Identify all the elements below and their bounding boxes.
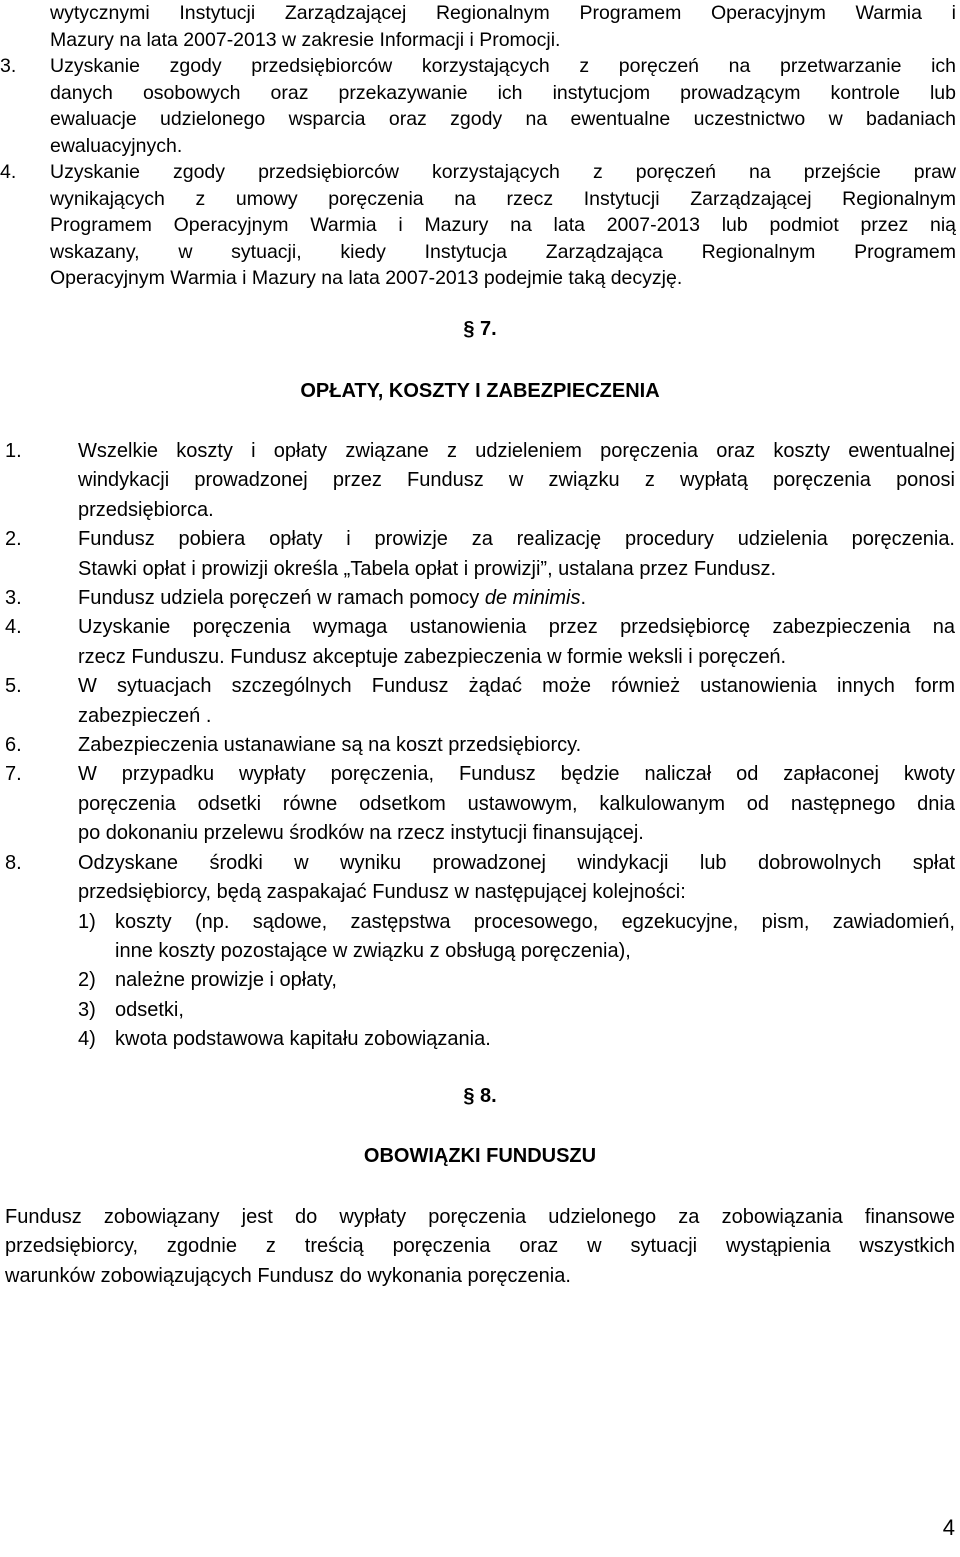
text-fragment: Uzyskanie zgody przedsiębiorców korzystających z poręczeń na przejście praw (50, 161, 956, 183)
sub-item-number: 1) (78, 910, 96, 933)
text-line: warunków zobowiązujących Fundusz do wykonania poręczenia. (5, 1264, 571, 1287)
text-line: ewaluacje udzielonego wsparcia oraz zgody na ewentualne uczestnictwo w badaniach (50, 108, 956, 130)
sub-item-2 (78, 966, 955, 995)
text-line: przedsiębiorca. (78, 498, 214, 521)
text-line: Mazury na lata 2007-2013 w zakresie Informacji i Promocji. (50, 28, 561, 51)
sub-item-3 (78, 996, 955, 1025)
sub-item-number: 4) (78, 1028, 96, 1051)
text-line: Uzyskanie poręczenia wymaga ustanowienia przez przedsiębiorcę zabezpieczenia na (78, 616, 955, 639)
text-line: Fundusz pobiera opłaty i prowizje za realizację procedury udzielenia poręczenia. (78, 528, 955, 551)
text-line (0, 53, 956, 80)
text-fragment: . (580, 587, 587, 610)
text-line: koszty (np. sądowe, zastępstwa procesowego, egzekucyjne, pism, zawiadomień, (115, 910, 955, 933)
text-line (78, 584, 955, 613)
continuation-paragraph (50, 0, 956, 53)
text-line: rzecz Funduszu. Fundusz akceptuje zabezpieczenia w formie weksli i poręczeń. (78, 645, 787, 668)
sub-item-number: 3) (78, 998, 96, 1021)
item-number: 3. (0, 55, 17, 77)
text-line: Fundusz zobowiązany jest do wypłaty poręczenia udzielonego za zobowiązania finansowe (5, 1206, 955, 1228)
text-line: poręczenia odsetki równe odsetkom ustawowym, kalkulowanym od następnego dnia (78, 792, 955, 815)
item-number: 3. (5, 587, 22, 610)
text-line: Operacyjnym Warmia i Mazury na lata 2007-2013 podejmie taką decyzję. (50, 267, 683, 289)
text-line: przedsiębiorcy, będą zaspakajać Fundusz w następującej kolejności: (78, 881, 686, 904)
sub-item-number: 2) (78, 969, 96, 992)
sub-item-4 (78, 1025, 955, 1054)
text-line: windykacji prowadzonej przez Fundusz w związku z wypłatą poręczenia ponosi (78, 469, 955, 492)
text-line: Stawki opłat i prowizji określa „Tabela opłat i prowizji”, ustalana przez Fundusz. (78, 557, 777, 580)
text-line: W sytuacjach szczególnych Fundusz żądać może również ustanowienia innych form (78, 675, 955, 698)
list-item-1 (5, 437, 955, 525)
text-line: kwota podstawowa kapitału zobowiązania. (115, 1028, 491, 1051)
list-item-6 (5, 731, 955, 760)
list-item-4 (5, 613, 955, 672)
text-line: Programem Operacyjnym Warmia i Mazury na lata 2007-2013 lub podmiot przez nią (50, 214, 956, 236)
section-7-sign: § 7. (463, 318, 497, 340)
text-line: wytycznymi Instytucji Zarządzającej Regionalnym Programem Operacyjnym Warmia i (50, 2, 956, 24)
text-line: przedsiębiorcy, zgodnie z treścią poręczenia oraz w sytuacji wystąpienia wszystkich (5, 1235, 955, 1258)
item-number: 2. (5, 528, 22, 551)
text-line: Wszelkie koszty i opłaty związane z udzieleniem poręczenia oraz koszty ewentualnej (78, 440, 955, 462)
text-line: inne koszty pozostające w związku z obsługą poręczenia), (115, 939, 631, 962)
list-item-4 (0, 159, 956, 292)
page-number: 4 (942, 1515, 955, 1540)
text-line: wskazany, w sytuacji, kiedy Instytucja Zarządzająca Regionalnym Programem (50, 240, 956, 263)
section-7-list (5, 437, 955, 1055)
text-line: Odzyskane środki w wyniku prowadzonej windykacji lub dobrowolnych spłat (78, 851, 955, 874)
text-line: po dokonaniu przelewu środków na rzecz instytucji finansującej. (78, 822, 644, 845)
text-line (0, 159, 956, 186)
list-item-8 (5, 849, 955, 1055)
list-item-3 (0, 53, 956, 159)
text-line: W przypadku wypłaty poręczenia, Fundusz będzie naliczał od zapłaconej kwoty (78, 763, 955, 786)
item-number: 5. (5, 675, 22, 698)
text-fragment: Fundusz udziela poręczeń w ramach pomocy (78, 587, 485, 610)
text-line: odsetki, (115, 998, 184, 1021)
list-item-2 (5, 525, 955, 584)
item-number: 8. (5, 851, 22, 874)
list-item-3 (5, 584, 955, 613)
top-section (0, 0, 956, 292)
section-8-title: OBOWIĄZKI FUNDUSZU (363, 1145, 597, 1167)
item-number: 6. (5, 734, 22, 757)
text-line: danych osobowych oraz przekazywanie ich instytucjom prowadzącym kontrole lub (50, 81, 956, 104)
item-number: 4. (0, 161, 17, 183)
list-item-5 (5, 672, 955, 731)
item-number: 4. (5, 616, 22, 639)
item-number: 7. (5, 763, 22, 786)
text-line: zabezpieczeń . (78, 704, 212, 727)
text-line: wynikających z umowy poręczenia na rzecz Instytucji Zarządzającej Regionalnym (50, 187, 956, 210)
item-number: 1. (5, 440, 22, 462)
section-8-sign: § 8. (463, 1085, 497, 1107)
section-8-paragraph (5, 1203, 955, 1291)
section-7-title: OPŁATY, KOSZTY I ZABEZPIECZENIA (300, 380, 660, 402)
text-line: należne prowizje i opłaty, (115, 969, 337, 992)
text-fragment: Uzyskanie zgody przedsiębiorców korzystających z poręczeń na przetwarzanie ich (50, 55, 956, 77)
text-line: Zabezpieczenia ustanawiane są na koszt przedsiębiorcy. (78, 734, 582, 757)
italic-term: de minimis (484, 587, 581, 610)
list-item-7 (5, 760, 955, 848)
sub-item-1 (78, 908, 955, 967)
text-line: ewaluacyjnych. (50, 134, 183, 157)
